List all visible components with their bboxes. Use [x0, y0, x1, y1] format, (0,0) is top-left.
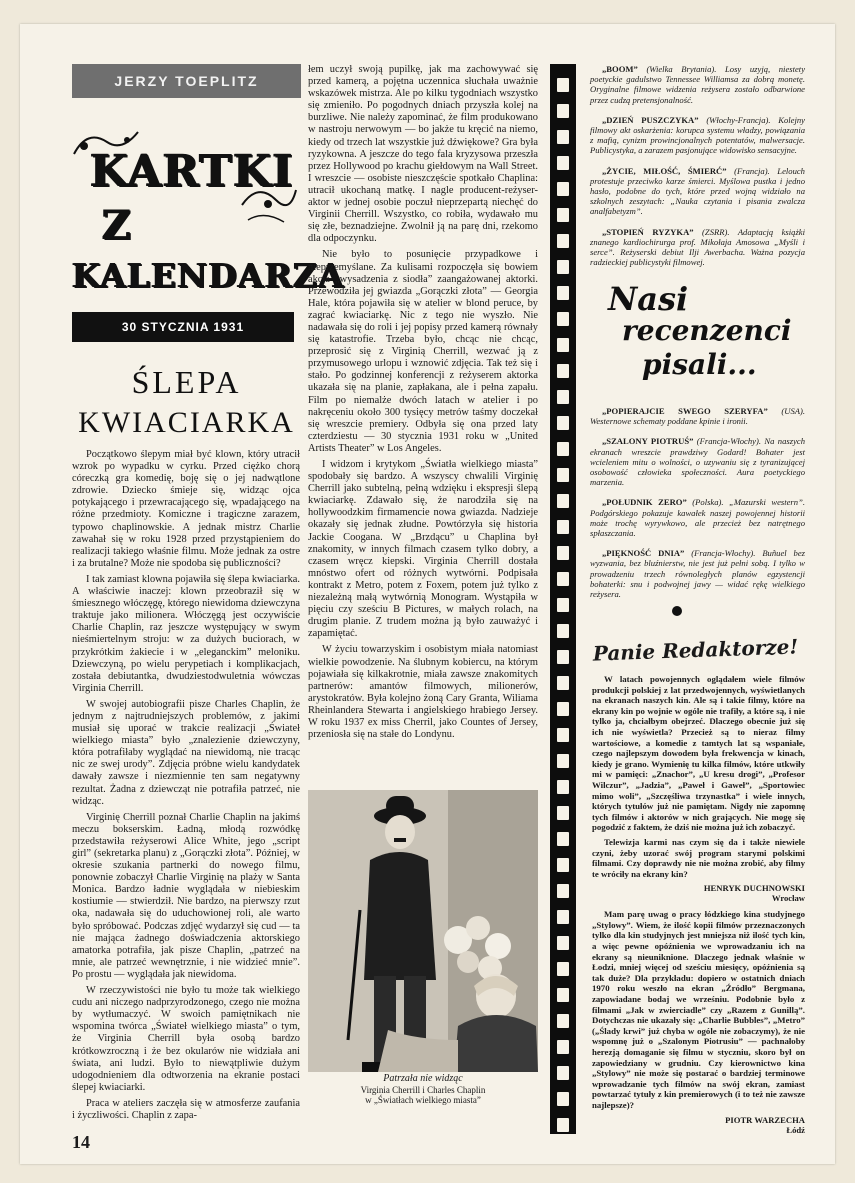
- date-banner: [72, 312, 294, 342]
- film-perforation: [557, 312, 569, 326]
- film-perforation: [557, 676, 569, 690]
- film-perforation: [557, 1040, 569, 1054]
- letter-paragraph: Telewizja karmi nas czym się da i także niewiele czyni, żeby uzorać swój program starymi polskimi filmami. Czy doprawdy nie nie można zrobić, aby filmy te wróciły na ekrany kin?: [592, 836, 805, 879]
- article-paragraph: łem uczył swoją pupilkę, jak ma zachowywać się przed kamerą, a pojętna uczennica słuchała uważnie wskazówek mistrza. Ale po kilku tygodniach wszystko się zmieniło. Po pogodnych dniach przyszła kolej na burzliwe. Nie należy zapominać, że film produkowano w nastroju nerwowym — bo jakże tu kręcić na niemo, kiedy od trzech lat wszystkie już dźwiękowe? Gra była ryzykowna. A jeszcze do tego fala kryzysowa przeszła przez Hollywood po krachu giełdowym na Wall Street. I wreszcie — osobiste nieszczęście spotkało Chaplina: utracił ukochaną matkę. I nagle producent-reżyser-aktor w jednej osobie poczuł nieprzepartą niechęć do Virginii Cherrill. Wszystko, co robiła, wydawało mu się złe, beznadziejne. Zwolnił ją na parę dni, rzekomo dla odpoczynku.: [308, 64, 538, 245]
- reviews-bottom-block: [590, 406, 805, 609]
- review-country: (Włochy-Francja).: [706, 114, 771, 125]
- film-perforation: [557, 962, 569, 976]
- film-perforation: [557, 364, 569, 378]
- logo-word-z: Z: [102, 202, 133, 249]
- reviews-title-line-2: recenzenci: [622, 314, 792, 347]
- letter-city: Łódź: [786, 1124, 805, 1134]
- review-item: [590, 166, 805, 217]
- review-film-title: „POŁUDNIK ZERO”: [602, 497, 687, 508]
- film-perforation: [557, 1066, 569, 1080]
- review-film-title: „ŻYCIE, MIŁOŚĆ, ŚMIERĆ”: [602, 165, 727, 176]
- photo-caption-line-2: w „Światłach wielkiego miasta”: [365, 1095, 481, 1105]
- film-strip-decoration: [550, 64, 576, 1134]
- film-perforation: [557, 234, 569, 248]
- article-paragraph: W rzeczywistości nie było tu może tak wielkiego cudu ani niczego nadprzyrodzonego, czego nie można by wytłumaczyć. W swoich pamiętnikach nie wspomina twórca „Świateł wielkiego miasta” o tym, że Virginia Cherrill była osobą bardzo krótkowzroczną i że bez okularów nie widziała ani świata, ani ludzi. Było to niewątpliwie dużym udogodnieniem dla odtworzenia na ekranie postaci ślepej kwiaciarki.: [72, 985, 300, 1093]
- letter-city: Wrocław: [771, 893, 805, 904]
- film-perforation: [557, 260, 569, 274]
- photo-caption: [308, 1074, 538, 1106]
- photo-caption-line-1: Virginia Cherrill i Charles Chaplin: [360, 1084, 486, 1095]
- review-country: (Polska).: [692, 497, 724, 508]
- review-item: [590, 436, 805, 487]
- letter-paragraph: W latach powojennych oglądałem wiele filmów produkcji polskiej z lat przedwojennych, wyświetlanych na ekranach naszych kin. Ale są i takie filmy, które na ekrany kin po wojnie w ogóle nie trafiły, a które są, i nie tylko ja, chciałbym obejrzeć. Dlaczego obecnie już się ich nie wyświetla? Przecież są to nieraz filmy wartościowe, a komedie z tamtych lat są wspaniałe, czego najlepszym dowodem była frekwencja w kinach, kiedy je grano. Wymienię tu kilka filmów, które utkwiły mi w pamięci: „Znachor”, „U kresu drogi”, „Profesor Wilczur”, „Jadzia”, „Paweł i Gaweł”, „Sportowiec mimo woli”, „Szczęśliwa trzynastka” i wiele innych, których tytułów już nie pamiętam. Nigdy nie zapomnę tych filmów i aktorów w nich grających. Nie mogę się pogodzić z faktem, że dziś nie można już ich zobaczyć.: [592, 674, 805, 833]
- review-item: [590, 406, 805, 426]
- review-country: (Francja).: [734, 165, 770, 176]
- film-perforation: [557, 390, 569, 404]
- logo-word-kartki: KARTKI: [90, 146, 294, 197]
- article-paragraph: Początkowo ślepym miał być klown, który utracił wzrok po wypadku w cyrku. Przed ciężko chorą córeczką gra komedię, boję się o jej nadwątlone zdrowie. Dziecko śmieje się, widząc ojca potykającego i przewracającego się, wpadającego na różne przedmioty. Komiczne i tragiczne zarazem, typowo chaplinowskie. A jednak mistrz Charlie zawahał się w roku 1928 przed przystąpieniem do realizacji takiego właśnie filmu. Może jednak za ostre i za brutalne? Może nie spodoba się publiczności?: [72, 449, 300, 569]
- review-text: Kolejny filmowy akt oskarżenia: korupca systemu władzy, powiązania z mafią, cynizm prowincjonalnych potentatów, malwersacje. Publicystyka, a zarazem pasjonujące widowisko sensacyjne.: [590, 114, 805, 156]
- article-paragraph: W swojej autobiografii pisze Charles Chaplin, że jednym z najtrudniejszych problemów, z jakimi musiał się uporać w trakcie realizacji „Świateł wielkiego miasta” było „znalezienie dziewczyny, która potrafiłaby wyglądać na niewidomą, nie tracąc nic ze swej urody”. Zdjęcia próbne wielu kandydatek dawały zawsze i niezmiennie ten sam negatywny rezultat. Żadna z dziewcząt nie potrafiła patrzeć, nie widząc.: [72, 698, 300, 807]
- film-perforation: [557, 702, 569, 716]
- reviews-title-line-1: Nasi: [608, 280, 689, 318]
- review-text: Losy uzyją, niestety poetyckie gadulstwo Tennessee Williamsa za dobrą monetę. Oryginalne filmowe widzenia reżysera zostało odbarwione przez cudzą pretensjonalność.: [590, 64, 806, 105]
- letters-block: [592, 674, 805, 1134]
- film-perforation: [557, 806, 569, 820]
- review-film-title: „STOPIEŃ RYZYKA”: [602, 226, 694, 237]
- review-film-title: „POPIERAJCIE SWEGO SZERYFA”: [602, 406, 768, 416]
- photo-caption-title: Patrzała nie widząc: [383, 1073, 463, 1084]
- review-text: Lelouch protestuje przeciwko karze śmierci. Myślowa pustka i jedno hasło, podobne do tych, które przed wojną widziało na szkolnych zeszytach: „Nauka czytania i pisania zwalcza analfabetyzm”.: [590, 165, 805, 217]
- article-paragraph: Nie było to posunięcie przypadkowe i nieprzemyślane. Za kulisami rozpoczęła się bowiem akcja „wysadzenia z siodła” zaangażowanej aktorki. Przewodziła jej gwiazda „Gorączki złota” — Georgia Hale, która pojawiła się w atelier w blond peruce, by zagrać kwiaciarkę. Nic z tego nie wyszło. Nie nadawała się do roli i jej popisy przed kamerą równały się katastrofie. Trzeba było, chcąc nie chcąc, przeprosić się z Virginią Cherrill, wezwać ją z przymusowego urlopu i wznowić zdjęcia. Tak też się i stało. Po godzinnej konferencji z reżyserem aktorka ukazała się na planie, zapłakana, ale i pełna zapału. Film po niemalże dwóch latach w atelier i po nakręceniu około 300 tysięcy metrów taśmy doczekał się wreszcie premiery. Odbyła się ona przed laty czterdziestu — 30 stycznia 1931 roku w „United Artists Theater” w Los Angeles.: [308, 249, 538, 454]
- review-item: [590, 64, 805, 105]
- article-column-1: [72, 449, 300, 1129]
- film-perforation: [557, 1014, 569, 1028]
- review-item: [590, 497, 805, 538]
- article-paragraph: I tak zamiast klowna pojawiła się ślepa kwiaciarka. A właściwie inaczej: klown przeobraził się w śmiesznego włóczęgę, którego niewidoma dziewczyna traktuje jako milionera. Włóczęgą jest oczywiście Charlie Chaplin, raz jeszcze występujący w swym nieśmiertelnym stroju: w za dużych buciorach, w przykrótkim żakiecie i w „eleganckim” meloniku. Dziewczyną, po wielu perypetiach i komplikacjach, została debiutantka, dwudziestodwuletnia wówczas Virginia Cherrill.: [72, 573, 300, 694]
- film-perforation: [557, 416, 569, 430]
- film-perforation: [557, 728, 569, 742]
- film-perforation: [557, 988, 569, 1002]
- film-perforation: [557, 858, 569, 872]
- review-country: (Francja-Włochy).: [696, 436, 761, 447]
- headline-line-2: KWIACIARKA: [78, 406, 295, 439]
- review-text: „Mazurski western”. Podgórskiego pokazuje kawałek naszej powojennej historii może trochę wyrywkowo, ale przecież bez natrętnego spłaszczania.: [590, 497, 805, 539]
- review-film-title: „DZIEŃ PUSZCZYKA”: [602, 114, 699, 125]
- film-perforation: [557, 130, 569, 144]
- letter-signature: [592, 883, 805, 903]
- review-text: Adaptacją książki znanego kardiochirurga prof. Mikołaja Amosowa „Myśli i serce”. Reżyserski debiut Ilji Awerbacha. Ważna pozycja radzieckiej publicystyki filmowej.: [590, 226, 805, 268]
- film-perforation: [557, 780, 569, 794]
- film-perforation: [557, 286, 569, 300]
- review-text: Westernowe schematy poddane kpinie i ironii.: [590, 416, 748, 427]
- film-perforation: [557, 936, 569, 950]
- film-perforation: [557, 624, 569, 638]
- letter-signature: [592, 1115, 805, 1134]
- film-perforation: [557, 754, 569, 768]
- letter-paragraph: Mam parę uwag o pracy łódzkiego kina studyjnego „Stylowy”. Wiem, że ilość kopii filmów przeznaczonych tylko dla kin studyjnych jest mniejsza niż ilość tych kin, a więc pewne opóźnienia we wprowadzaniu ich na ekrany są nieuniknione. Dlaczego jednak właśnie w Łodzi, mniej więcej od sześciu miesięcy, opóźnienia są tak duże? Dla przykładu: dopiero w ostatnich dniach 1970 roku weszło na ekran „Źródło” Bergmana, zapowiadane bodaj we wrześniu. Podobnie było z filmami „Jak w zwierciadle” czy „Razem z Gunillą”. Dotychczas nie ukazały się: „Charlie Bubbles”, „Metro” („Ślady krwi” już chyba w ogóle nie zobaczymy), że nie wspomnę już o „Szalonym Piotrusiu” — pachnałoby herezją domaganie się filmu w styczniu, skoro był on zapowiedziany w grudniu. Czy kierownictwo kina „Stylowy” nie może się postarać o bardziej terminowe wprowadzanie tych filmów na swój ekran, zamiast powtarzać tytuły z kin premierowych (i to też nie zawsze najlepsze)?: [592, 909, 805, 1110]
- film-perforation: [557, 338, 569, 352]
- headline-line-1: ŚLEPA: [131, 364, 242, 400]
- author-name: JERZY TOEPLITZ: [114, 73, 259, 89]
- film-perforation: [557, 182, 569, 196]
- review-country: (Francja-Włochy).: [691, 548, 756, 559]
- author-banner: [72, 64, 301, 98]
- review-country: (USA).: [781, 406, 805, 416]
- film-perforation: [557, 832, 569, 846]
- review-text: Buñuel bez wyzwania, bez bluźnierstw, nie jest już pełni sobą. I tylko w prowadzeniu trzech równoległych planów egzystencji bohaterki: snu i podwojnej jawy — widać rękę wielkiego reżysera.: [590, 548, 805, 600]
- review-film-title: „BOOM”: [602, 64, 638, 74]
- film-perforation: [557, 494, 569, 508]
- reviews-top-block: [590, 64, 805, 277]
- review-film-title: „PIĘKNOŚĆ DNIA”: [602, 548, 685, 559]
- article-paragraph: Praca w ateliers zaczęła się w atmosferze zaufania i życzliwości. Chaplin z zapa-: [72, 1097, 300, 1121]
- magazine-page: [20, 24, 835, 1164]
- review-item: [590, 227, 805, 268]
- film-perforation: [557, 208, 569, 222]
- film-perforation: [557, 1092, 569, 1106]
- review-film-title: „SZALONY PIOTRUŚ”: [602, 436, 694, 447]
- logo-word-kalendarza: KALENDARZA: [72, 256, 345, 295]
- reviews-title-line-3: pisali...: [642, 348, 757, 381]
- article-paragraph: Virginię Cherrill poznał Charlie Chaplin na jakimś meczu bokserskim. Ładną, młodą rozwódkę przedstawiła reżyserowi Alice White, jego „script girl” (sekretarka planu) z „Gorączki złota”. Później, w okresie szukania partnerki do nowego filmu, ponownie zobaczył Charlie Virginię na plaży w Santa Monica. Bardzo ładnie wyglądała w niebieskim kostiumie — stwierdził. Nie bardzo, na pierwszy rzut oka, nadawała się do uduchowionej roli, ale warto było spróbować. Podczas zdjęć wydarzył się cud — ta nie mająca żadnego doświadczenia aktorskiego amatorka potrafiła, jak pisze Chaplin, „patrzeć na mnie, ale patrzeć wewnętrznie, i nie widzieć mnie”. Po prostu — wyglądała jak niewidoma.: [72, 811, 300, 980]
- column-logo: [72, 120, 345, 308]
- film-perforation: [557, 650, 569, 664]
- film-perforation: [557, 442, 569, 456]
- review-item: [590, 548, 805, 599]
- film-still-photo: [308, 790, 538, 1072]
- film-perforation: [557, 468, 569, 482]
- article-paragraph: I widzom i krytykom „Światła wielkiego miasta” spodobały się bardzo. A wszyscy chwalili Virginię Cherrill jako subtelną, pełną wdzięku i ekspresji ślepą kwiaciarkę. Zdawało się, że narodziła się na hollywoodzkim firmamencie nowa gwiazda. Nadzieje okazały się jednak złudne. Powtórzyła się historia Jackie Coogana. W „Brzdącu” u Chaplina był znakomity, w innych filmach czasem tylko dobry, a czasem wręcz kiepski. Virginia Cherrill dostała mnóstwo ofert od różnych wytwórni. Podpisała kontrakt z Metro, potem z Foxem, potem już tylko z niezależną małą wytwórnią Monogram. Wystąpiła w pięciu czy sześciu B Pictures, w małych rolach, na drugim planie. Z trudem można ją było zauważyć i zapamiętać.: [308, 459, 538, 640]
- film-perforation: [557, 104, 569, 118]
- reader-letter: [592, 674, 805, 903]
- letter-author: PIOTR WARZECHA: [725, 1114, 805, 1125]
- film-perforation: [557, 156, 569, 170]
- review-text: Na naszych ekranach wreszcie prawdziwy Godard! Bohater jest wcieleniem mitu o wolności, o uzywaniu się z tyranizującej osobowość człowieka społeczności. Aura poetyckiego marzenia.: [590, 436, 806, 488]
- review-country: (Wielka Brytania).: [646, 64, 717, 74]
- letters-title: Panie Redaktorze!: [592, 634, 799, 666]
- film-perforation: [557, 910, 569, 924]
- section-dot-icon: [672, 606, 682, 616]
- review-item: [590, 115, 805, 156]
- letter-author: HENRYK DUCHNOWSKI: [703, 883, 805, 894]
- film-perforation: [557, 572, 569, 586]
- page-number: 14: [72, 1132, 90, 1152]
- film-perforation: [557, 78, 569, 92]
- date-text: 30 STYCZNIA 1931: [121, 320, 245, 334]
- film-perforation: [557, 884, 569, 898]
- article-column-2: [308, 64, 538, 786]
- review-country: (ZSRR).: [702, 226, 730, 237]
- film-perforation: [557, 546, 569, 560]
- chaplin-and-cherrill-photo-icon: [308, 790, 538, 1072]
- reader-letter: [592, 909, 805, 1134]
- film-perforation: [557, 598, 569, 612]
- article-paragraph: W życiu towarzyskim i osobistym miała natomiast wielkie powodzenie. Na ślubnym kobiercu, na którym pojawiała się kilkakrotnie, miała zawsze znakomitych partnerów: amantów filmowych, milionerów, arystokratów. Była kolejno żoną Cary Granta, Wiliama Rheinlandera Stewarta i angielskiego hrabiego Jersey. W roku 1937 ex miss Cherril, jako Countes of Jersey, przeniosła się na stałe do Londynu.: [308, 644, 538, 741]
- film-perforation: [557, 1118, 569, 1132]
- film-perforation: [557, 520, 569, 534]
